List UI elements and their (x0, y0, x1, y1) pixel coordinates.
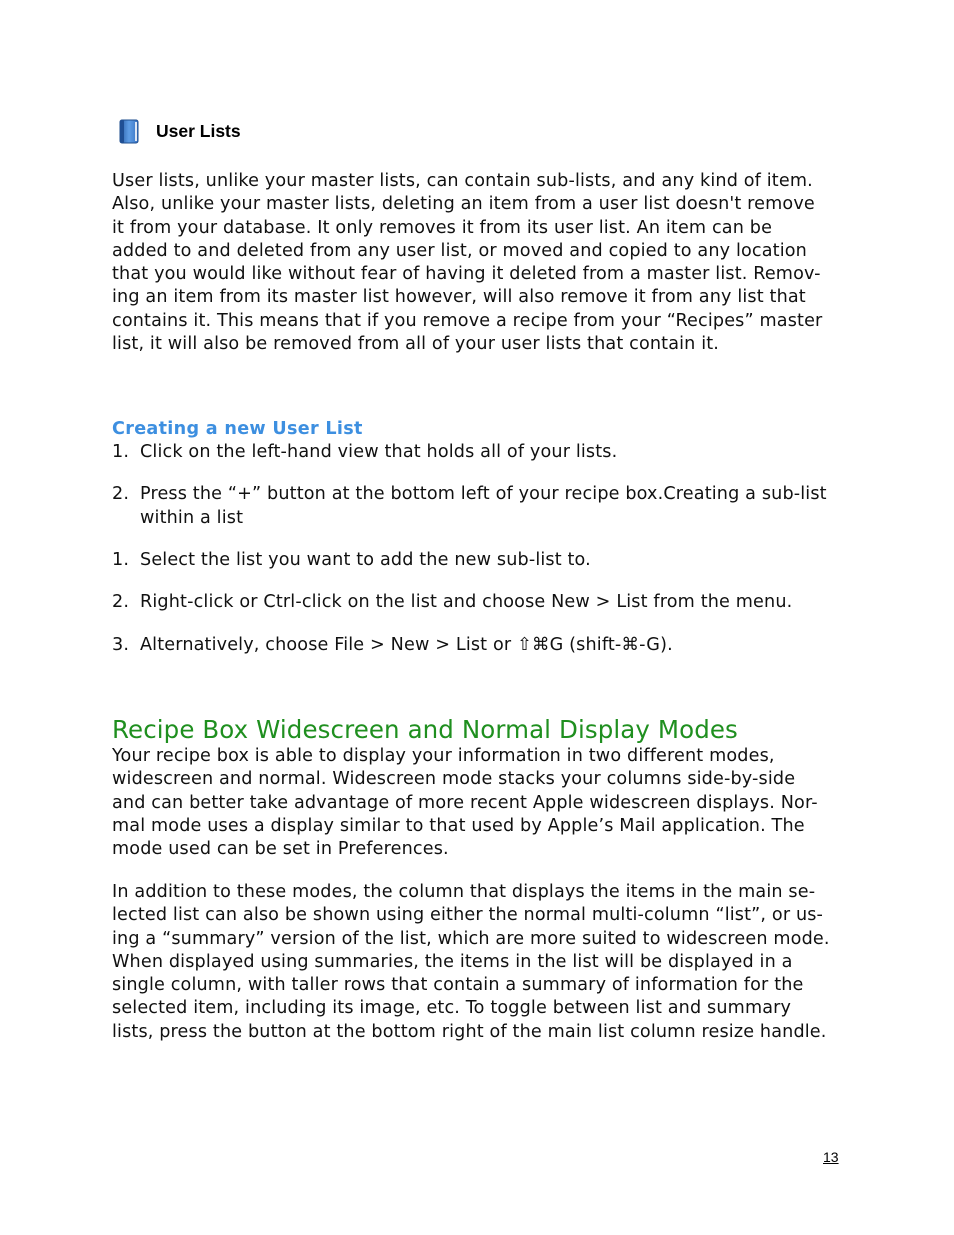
list-number: 1. (112, 442, 130, 462)
text-line: selected item, including its image, etc. To toggle between list and summary (112, 998, 792, 1019)
text-line: Your recipe box is able to display your information in two different modes, (112, 746, 775, 766)
list-text: Select the list you want to add the new sub-list to. (140, 550, 591, 570)
list-text (140, 483, 852, 530)
list-number: 1. (112, 550, 130, 570)
list-text: Alternatively, choose File > New > List or ⇧⌘G (shift-⌘-G). (140, 634, 673, 655)
text-line: within a list (140, 507, 244, 528)
display-modes-heading: Recipe Box Widescreen and Normal Display Modes (112, 715, 738, 744)
list-item (112, 634, 852, 657)
text-line: mal mode uses a display similar to that used by Apple’s Mail application. The (112, 815, 805, 836)
steps-list-b (112, 549, 852, 657)
display-modes-paragraph-1 (112, 745, 842, 861)
text-line: that you would like without fear of having it deleted from a master list. Remov- (112, 264, 821, 285)
list-number: 2. (112, 592, 130, 613)
page-number: 13 (823, 1149, 839, 1165)
user-lists-header (118, 117, 241, 145)
text-line: contains it. This means that if you remove a recipe from your “Recipes” master (112, 310, 823, 331)
text-line: Press the “+” button at the bottom left of your recipe box.Creating a sub-list (140, 484, 827, 505)
book-icon (118, 119, 140, 144)
text-line: mode used can be set in Preferences. (112, 839, 449, 860)
text-line: widescreen and normal. Widescreen mode stacks your columns side-by-side (112, 769, 796, 790)
text-line: it from your database. It only removes it from its user list. An item can be (112, 217, 773, 238)
text-line: In addition to these modes, the column that displays the items in the main se- (112, 882, 816, 902)
section-title: User Lists (156, 120, 241, 141)
user-lists-paragraph (112, 170, 842, 356)
text-line: single column, with taller rows that contain a summary of information for the (112, 975, 804, 996)
list-text: Right-click or Ctrl-click on the list and choose New > List from the menu. (140, 592, 793, 613)
text-line: ing a “summary” version of the list, which are more suited to widescreen mode. (112, 928, 830, 949)
display-modes-paragraph-2 (112, 881, 842, 1044)
creating-user-list-heading: Creating a new User List (112, 419, 363, 439)
text-line: ing an item from its master list however, will also remove it from any list that (112, 287, 806, 308)
list-item (112, 441, 852, 464)
list-number: 2. (112, 484, 130, 505)
steps-list-a (112, 441, 852, 530)
text-line: added to and deleted from any user list, or moved and copied to any location (112, 240, 807, 261)
list-text: Click on the left-hand view that holds all of your lists. (140, 442, 618, 462)
list-item (112, 483, 852, 530)
text-line: Also, unlike your master lists, deleting an item from a user list doesn't remove (112, 194, 815, 215)
list-item (112, 549, 852, 572)
text-line: list, it will also be removed from all of your user lists that contain it. (112, 334, 720, 355)
list-number: 3. (112, 634, 130, 655)
text-line: lists, press the button at the bottom right of the main list column resize handle. (112, 1021, 827, 1042)
text-line: User lists, unlike your master lists, can contain sub-lists, and any kind of item. (112, 171, 813, 191)
text-line: When displayed using summaries, the items in the list will be displayed in a (112, 951, 793, 972)
list-item (112, 591, 852, 614)
text-line: lected list can also be shown using either the normal multi-column “list”, or us- (112, 905, 824, 926)
text-line: and can better take advantage of more recent Apple widescreen displays. Nor- (112, 792, 818, 813)
